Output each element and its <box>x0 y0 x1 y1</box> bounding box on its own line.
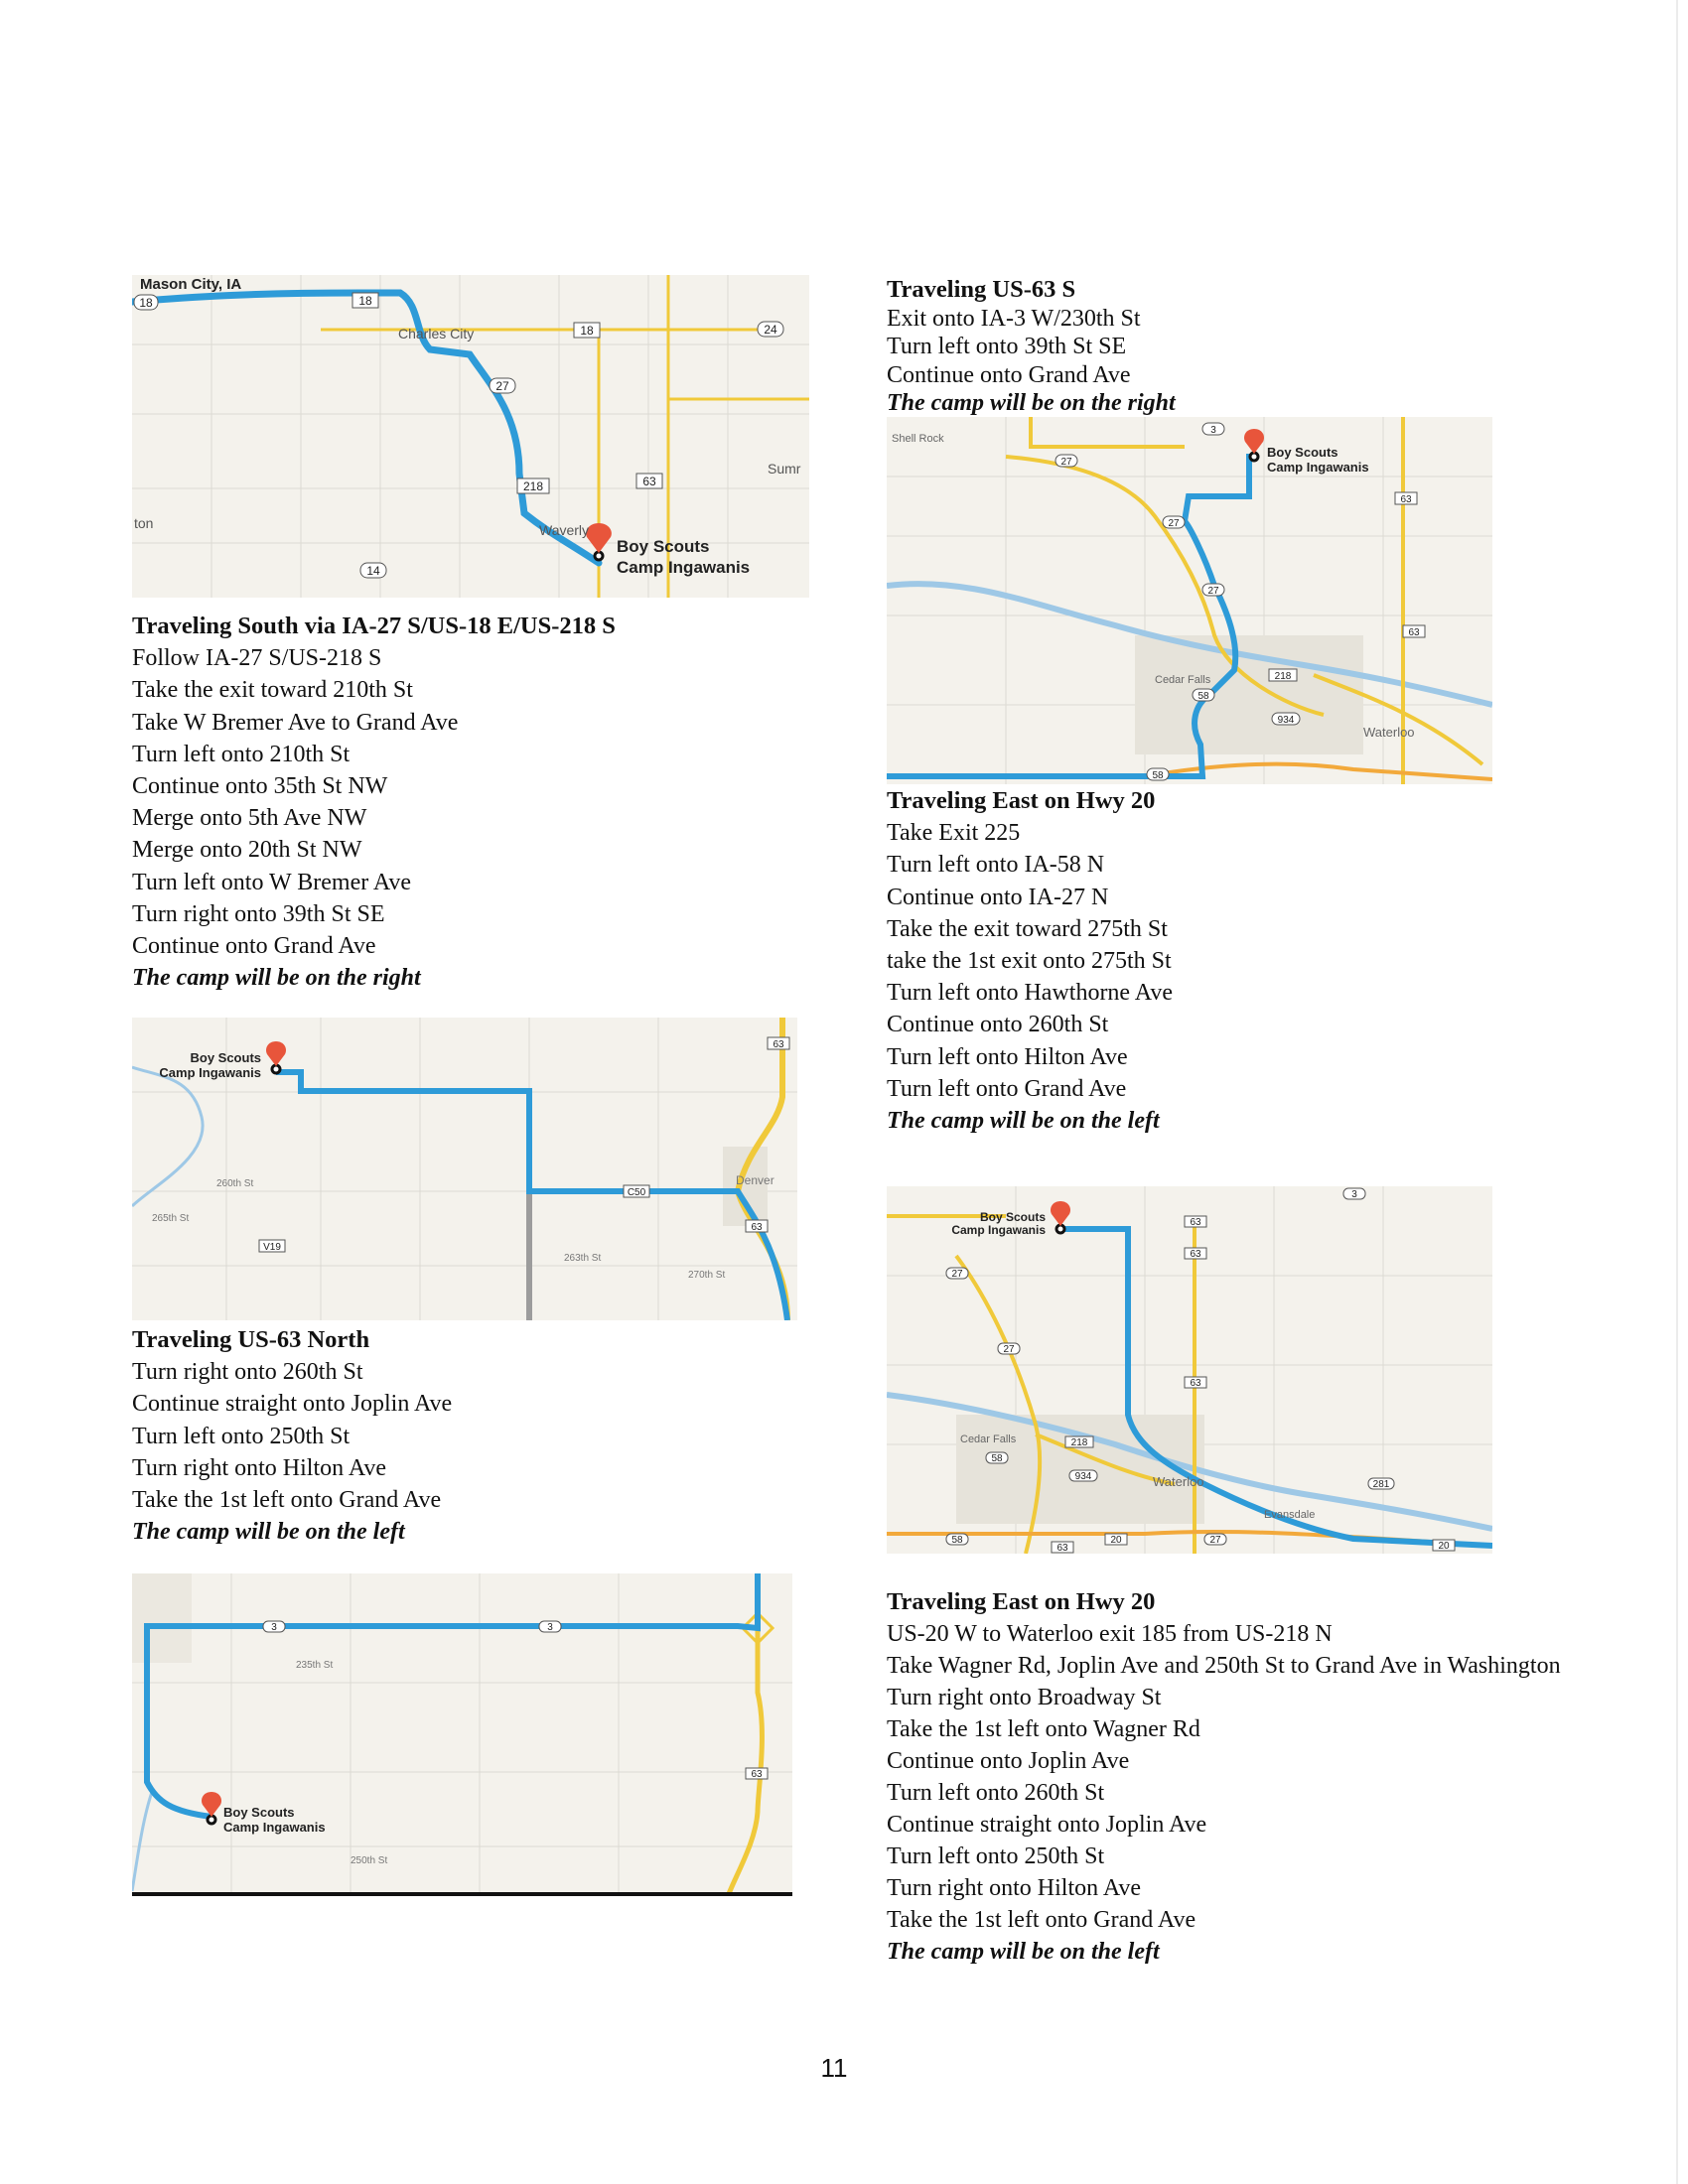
map3-shield: V19 <box>263 1242 281 1253</box>
map4-shield: 63 <box>1056 1543 1068 1554</box>
map3-label-boy-scouts: Boy Scouts <box>190 1050 261 1065</box>
map5-label-camp: Camp Ingawanis <box>223 1820 326 1835</box>
step: Take the 1st left onto Grand Ave <box>887 1907 1196 1933</box>
map2-shield: 58 <box>1197 691 1209 702</box>
step: US-20 W to Waterloo exit 185 from US-218 N <box>887 1621 1333 1647</box>
map3-shield: 63 <box>751 1222 763 1233</box>
map1-shield-18b: 18 <box>358 294 372 308</box>
map2-label-shell-rock: Shell Rock <box>892 433 944 445</box>
map1-shield-14: 14 <box>366 564 380 578</box>
map1-label-boy-scouts: Boy Scouts <box>617 537 710 556</box>
step: Merge onto 20th St NW <box>132 837 362 864</box>
directions-us63-north <box>132 1324 728 1548</box>
step: Continue onto Grand Ave <box>132 933 376 960</box>
step: Take W Bremer Ave to Grand Ave <box>132 709 459 736</box>
map2-shield: 934 <box>1277 715 1295 726</box>
map1-shield-63: 63 <box>642 475 656 488</box>
directions-us63s-heading: Traveling US-63 S <box>887 276 1076 303</box>
step: Take Exit 225 <box>887 820 1021 847</box>
step: Turn right onto 260th St <box>132 1359 363 1386</box>
map2-label-waterloo: Waterloo <box>1363 725 1415 740</box>
map4-label-waterloo: Waterloo <box>1153 1474 1204 1489</box>
map4-shield: 27 <box>1003 1344 1015 1355</box>
map4-shield: 63 <box>1190 1378 1201 1389</box>
step: Take the exit toward 210th St <box>132 677 413 704</box>
map4-label-boy-scouts: Boy Scouts <box>979 1210 1046 1224</box>
map-us63-north-route <box>132 1018 797 1320</box>
map3-shield: 63 <box>773 1039 784 1050</box>
map-us63-south-route <box>887 417 1492 784</box>
directions-south <box>132 611 728 994</box>
map1-label-ton: ton <box>134 515 154 531</box>
step: Turn left onto W Bremer Ave <box>132 869 412 895</box>
map1-label-waverly: Waverly <box>539 522 590 538</box>
map-east-hwy20-route <box>887 1186 1492 1554</box>
directions-east2-closing: The camp will be on the left <box>887 1939 1160 1965</box>
step: Continue onto Joplin Ave <box>887 1748 1130 1774</box>
step: Take the exit toward 275th St <box>887 915 1168 942</box>
step: Continue onto Grand Ave <box>887 361 1131 388</box>
step: Continue straight onto Joplin Ave <box>887 1812 1207 1838</box>
page-edge <box>1676 0 1678 2184</box>
map3-shield: C50 <box>627 1187 646 1198</box>
map2-shield: 27 <box>1060 457 1072 468</box>
map4-shield: 20 <box>1110 1535 1122 1546</box>
map4-shield: 58 <box>951 1535 963 1546</box>
step: Continue onto 35th St NW <box>132 773 388 800</box>
map-svg <box>132 275 809 598</box>
directions-east1-closing: The camp will be on the left <box>887 1108 1160 1135</box>
step: Exit onto IA-3 W/230th St <box>887 305 1141 332</box>
directions-east1-heading: Traveling East on Hwy 20 <box>887 787 1156 814</box>
map5-shield: 63 <box>751 1769 763 1780</box>
step: Take the 1st left onto Wagner Rd <box>887 1716 1200 1742</box>
step: Take the 1st left onto Grand Ave <box>132 1487 442 1514</box>
map5-shield: 3 <box>271 1622 277 1633</box>
directions-east-hwy20-second <box>887 1586 1562 1968</box>
map1-shield-218: 218 <box>522 479 544 493</box>
map4-shield: 20 <box>1438 1541 1450 1552</box>
map5-label-235th: 235th St <box>296 1660 334 1671</box>
map3-label-263th: 263th St <box>564 1253 602 1264</box>
map1-shield-27: 27 <box>495 379 509 393</box>
step: Take Wagner Rd, Joplin Ave and 250th St to Grand Ave in Washington <box>887 1653 1561 1679</box>
step: Turn right onto Broadway St <box>887 1685 1162 1710</box>
page-number: 11 <box>820 2053 848 2083</box>
map4-shield: 281 <box>1372 1479 1390 1490</box>
directions-south-heading: Traveling South via IA-27 S/US-18 E/US-218 S <box>132 613 616 639</box>
map2-shield: 63 <box>1408 627 1420 638</box>
step: Turn left onto Hilton Ave <box>887 1043 1128 1070</box>
map1-shield-18a: 18 <box>139 296 153 310</box>
directions-east2-heading: Traveling East on Hwy 20 <box>887 1588 1156 1615</box>
map2-shield: 218 <box>1274 671 1292 682</box>
map3-label-260th: 260th St <box>216 1178 254 1189</box>
map4-shield: 63 <box>1190 1249 1201 1260</box>
step: Turn right onto Hilton Ave <box>132 1454 387 1481</box>
map2-shield: 58 <box>1152 770 1164 781</box>
step: Turn left onto 260th St <box>887 1780 1105 1806</box>
map-svg <box>887 1186 1492 1554</box>
map5-shield: 3 <box>547 1622 553 1633</box>
map-mason-city-route <box>132 275 809 598</box>
map2-shield: 27 <box>1168 518 1180 529</box>
map4-label-camp: Camp Ingawanis <box>951 1223 1046 1237</box>
map4-shield: 934 <box>1074 1471 1092 1482</box>
map4-shield: 58 <box>991 1453 1003 1464</box>
directions-us63n-heading: Traveling US-63 North <box>132 1326 370 1353</box>
map2-label-cedar-falls: Cedar Falls <box>1155 674 1211 686</box>
step: Turn left onto 39th St SE <box>887 334 1127 359</box>
map5-label-boy-scouts: Boy Scouts <box>223 1805 295 1820</box>
map-svg <box>132 1018 797 1320</box>
map1-label-camp: Camp Ingawanis <box>617 558 751 577</box>
step: Continue straight onto Joplin Ave <box>132 1391 453 1418</box>
map3-label-270th: 270th St <box>688 1270 726 1281</box>
step: Turn left onto Hawthorne Ave <box>887 980 1173 1007</box>
map4-label-evansdale: Evansdale <box>1264 1509 1316 1521</box>
directions-us63s-closing: The camp will be on the right <box>887 390 1176 416</box>
map4-shield: 63 <box>1190 1217 1201 1228</box>
directions-us63n-closing: The camp will be on the left <box>132 1519 405 1546</box>
map3-label-265th: 265th St <box>152 1213 190 1224</box>
map2-shield: 27 <box>1207 586 1219 597</box>
step: Turn right onto Hilton Ave <box>887 1875 1142 1901</box>
map-svg <box>132 1573 792 1896</box>
step: Turn left onto Grand Ave <box>887 1075 1127 1102</box>
map2-shield: 63 <box>1400 494 1412 505</box>
step: Continue onto 260th St <box>887 1012 1109 1038</box>
map4-shield: 3 <box>1351 1189 1357 1200</box>
step: Turn right onto 39th St SE <box>132 900 385 927</box>
map1-label-sumr: Sumr <box>768 461 801 477</box>
map2-label-camp: Camp Ingawanis <box>1267 460 1369 475</box>
map2-shield: 3 <box>1210 425 1216 436</box>
map4-shield: 27 <box>951 1269 963 1280</box>
directions-east-hwy20-first <box>887 785 1482 1137</box>
step: Continue onto IA-27 N <box>887 884 1109 910</box>
map2-label-boy-scouts: Boy Scouts <box>1267 445 1338 460</box>
map1-label-charles-city: Charles City <box>398 326 475 341</box>
map-svg <box>887 417 1492 784</box>
step: Turn left onto 250th St <box>132 1423 351 1449</box>
step: Turn left onto 250th St <box>887 1843 1105 1869</box>
map4-shield: 27 <box>1209 1535 1221 1546</box>
map3-label-denver: Denver <box>736 1173 774 1187</box>
step: Merge onto 5th Ave NW <box>132 805 367 832</box>
directions-south-closing: The camp will be on the right <box>132 965 421 992</box>
step: Follow IA-27 S/US-218 S <box>132 645 382 672</box>
map1-shield-18c: 18 <box>580 324 594 338</box>
map3-label-camp: Camp Ingawanis <box>159 1065 261 1080</box>
map5-label-250th: 250th St <box>351 1855 388 1866</box>
directions-us63-south <box>887 276 1482 418</box>
map-east-hwy20-second-route <box>132 1573 792 1896</box>
map4-shield: 218 <box>1070 1437 1088 1448</box>
step: Turn left onto IA-58 N <box>887 852 1105 879</box>
map1-shield-24: 24 <box>764 323 777 337</box>
step: take the 1st exit onto 275th St <box>887 948 1172 975</box>
map4-label-cedar-falls: Cedar Falls <box>960 1433 1017 1445</box>
map1-label-mason-city: Mason City, IA <box>140 276 242 293</box>
step: Turn left onto 210th St <box>132 741 351 767</box>
